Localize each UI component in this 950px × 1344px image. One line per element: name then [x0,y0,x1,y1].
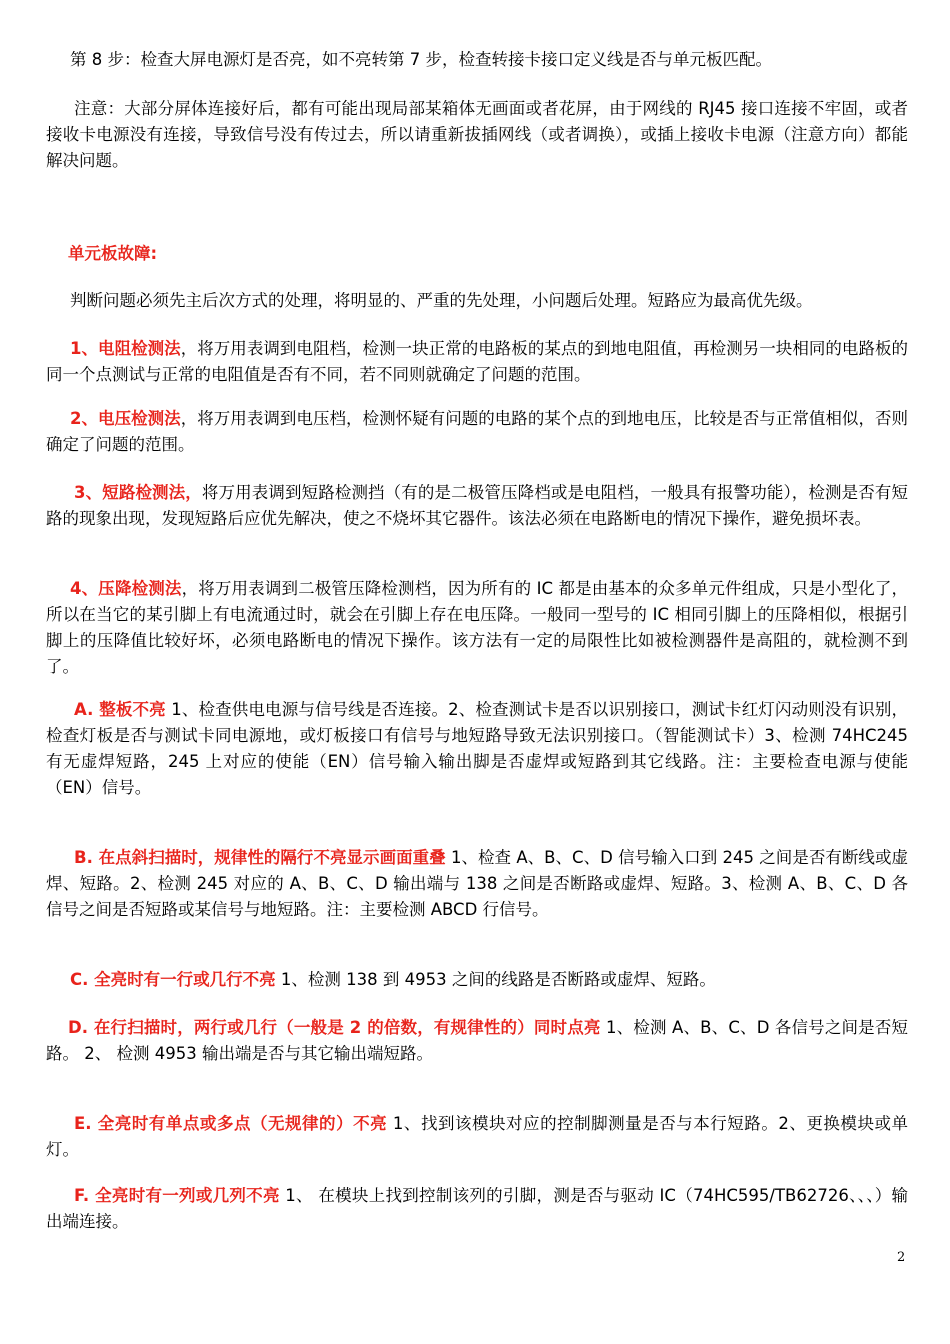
note-text: 注意：大部分屏体连接好后，都有可能出现局部某箱体无画面或者花屏，由于网线的 RJ45 接口连接不牢固，或者接收卡电源没有连接，导致信号没有传过去，所以请重新拔插网线（或者调换），或插上接收卡电源（注意方向）都能解决问题。 [46,99,908,170]
method-paragraph [46,336,908,388]
method-paragraph [46,480,908,532]
method-text: ，将万用表调到二极管压降检测档，因为所有的 IC 都是由基本的众多单元件组成，只是小型化了，所以在当它的某引脚上有电流通过时，就会在引脚上存在电压降。一般同一型号的 IC 相同引脚上的压降相似，根据引脚上的压降值比较好坏，必须电路断电的情况下操作。该方法有一定的局限性比如被检测器件是高阻的，就检测不到了。 [46,579,908,676]
fault-text: 1、检测 138 到 4953 之间的线路是否断路或虚焊、短路。 [275,970,716,989]
fault-text: 1、检测 A、B、C、D 各信号之间是否短路。 2、 检测 4953 输出端是否与其它输出端短路。 [46,1018,908,1063]
fault-paragraph [46,1111,908,1163]
intro-text: 判断问题必须先主后次方式的处理，将明显的、严重的先处理，小问题后处理。短路应为最高优先级。 [70,291,813,310]
fault-paragraph [46,845,908,923]
section-title-text: 单元板故障: [68,244,158,263]
fault-title: F. 全亮时有一列或几列不亮 [74,1186,280,1205]
step8-paragraph [46,47,908,73]
fault-title: D. 在行扫描时，两行或几行（一般是 2 的倍数，有规律性的）同时点亮 [68,1018,601,1037]
fault-title: E. 全亮时有单点或多点（无规律的）不亮 [74,1114,388,1133]
fault-paragraph [46,967,908,993]
fault-text: 1、检查供电电源与信号线是否连接。2、检查测试卡是否以识别接口，测试卡红灯闪动则没有识别，检查灯板是否与测试卡同电源地，或灯板接口有信号与地短路导致无法识别接口。（智能测试卡）3、检测 74HC245 有无虚焊短路，245 上对应的使能（EN）信号输入输出脚是否虚焊或短路到其它线路。注：主要检查电源与使能（EN）信号。 [46,700,908,797]
fault-paragraph [46,1015,908,1067]
method-title: 4、压降检测法 [70,579,182,598]
method-title: 3、短路检测法， [74,483,202,502]
page-number: 2 [897,1250,906,1265]
fault-title: B. 在点斜扫描时，规律性的隔行不亮显示画面重叠 [74,848,446,867]
fault-title: C. 全亮时有一行或几行不亮 [70,970,276,989]
intro-paragraph [46,288,908,314]
fault-title: A. 整板不亮 [74,700,166,719]
method-title: 1、电阻检测法 [70,339,181,358]
fault-paragraph [46,1183,908,1235]
method-paragraph [46,406,908,458]
method-text: ，将万用表调到电阻档，检测一块正常的电路板的某点的到地电阻值，再检测另一块相同的电路板的同一个点测试与正常的电阻值是否有不同，若不同则就确定了问题的范围。 [46,339,909,384]
step8-text: 第 8 步：检查大屏电源灯是否亮，如不亮转第 7 步，检查转接卡接口定义线是否与单元板匹配。 [70,50,772,69]
fault-text: 1、 在模块上找到控制该列的引脚，测是否与驱动 IC（74HC595/TB62726、、、）输出端连接。 [46,1186,909,1231]
section-title [46,241,908,267]
fault-paragraph [46,697,908,801]
fault-text: 1、找到该模块对应的控制脚测量是否与本行短路。2、更换模块或单灯。 [46,1114,908,1159]
note-paragraph [46,96,908,174]
method-paragraph [46,576,908,680]
method-text: ，将万用表调到电压档，检测怀疑有问题的电路的某个点的到地电压，比较是否与正常值相似，否则确定了问题的范围。 [46,409,909,454]
method-text: 将万用表调到短路检测挡（有的是二极管压降档或是电阻档，一般具有报警功能），检测是否有短路的现象出现，发现短路后应优先解决，使之不烧坏其它器件。该法必须在电路断电的情况下操作，避免损坏表。 [46,483,908,528]
method-title: 2、电压检测法 [70,409,181,428]
fault-text: 1、检查 A、B、C、D 信号输入口到 245 之间是否有断线或虚焊、短路。2、检测 245 对应的 A、B、C、D 输出端与 138 之间是否断路或虚焊、短路。3、检测 A、B、C、D 各信号之间是否短路或某信号与地短路。注：主要检测 ABCD 行信号。 [46,848,908,919]
